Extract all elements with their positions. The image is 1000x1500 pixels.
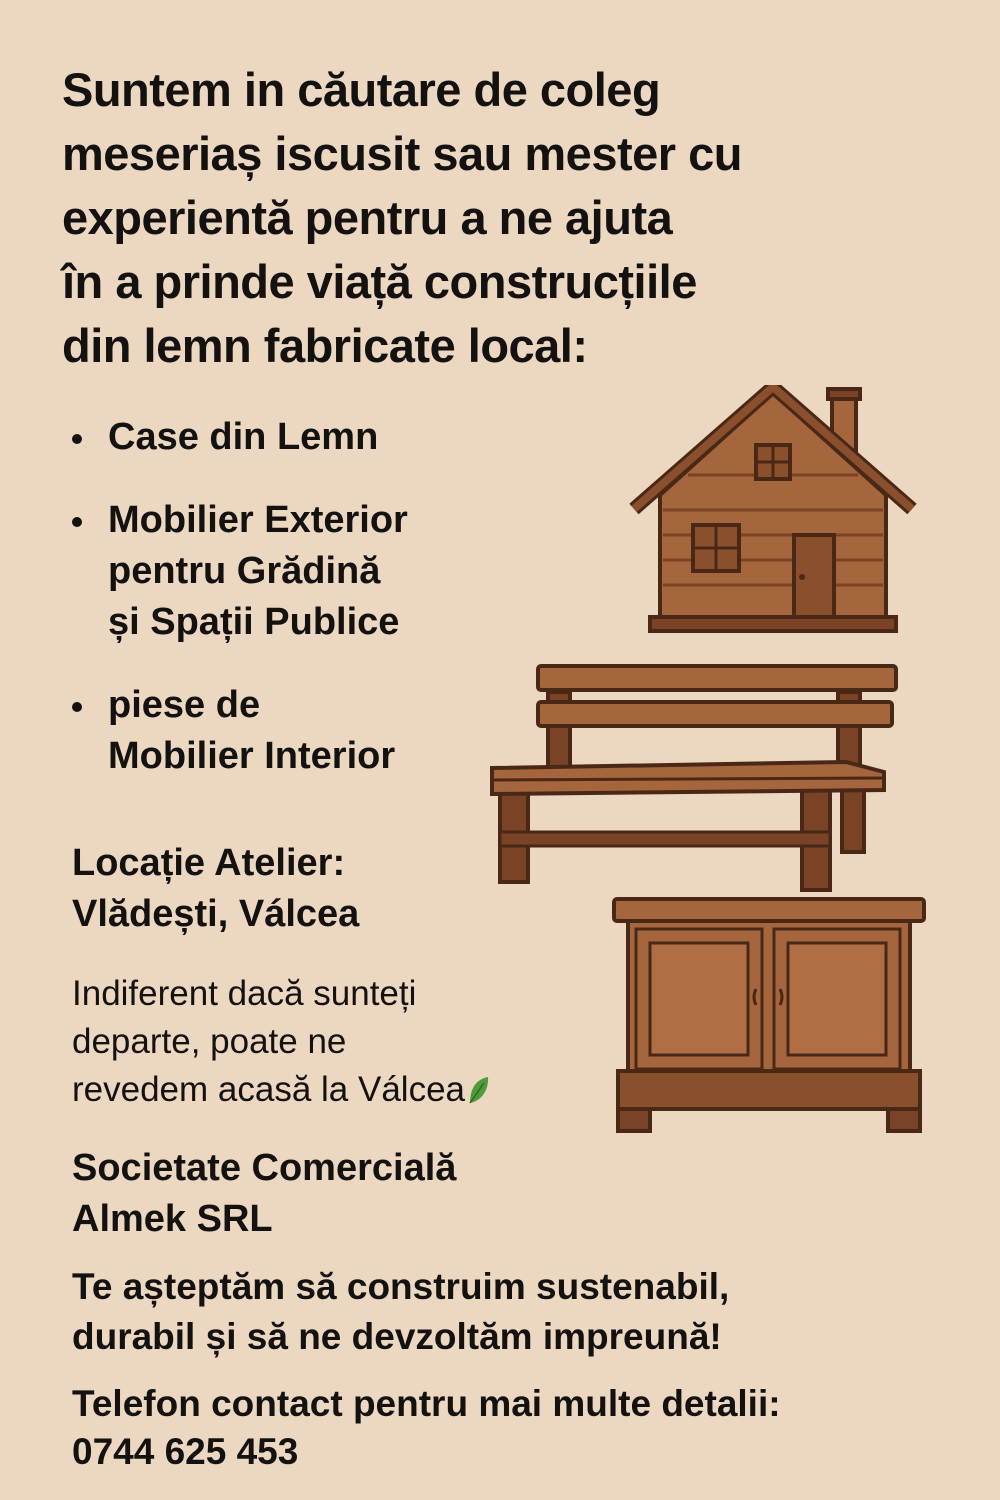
list-item-text: Mobilier Interior: [108, 735, 396, 777]
list-item-houses: [70, 412, 408, 463]
list-item-text: Mobilier Exterior: [108, 499, 408, 541]
headline: [62, 58, 742, 378]
product-list: [70, 412, 408, 814]
contact-label: Telefon contact pentru mai multe detalii:: [72, 1383, 781, 1424]
location-label: Locație Atelier:: [72, 842, 346, 884]
list-item-text: și Spații Publice: [108, 601, 400, 643]
contact: [72, 1380, 781, 1476]
note-line: departe, poate ne: [72, 1022, 347, 1061]
wooden-bench-illustration: [486, 662, 900, 894]
headline-line: Suntem in căutare de coleg: [62, 63, 661, 116]
workshop-location: [72, 838, 359, 940]
headline-line: în a prinde viață construcțiile: [62, 255, 697, 308]
list-item-interior-furniture: [70, 680, 408, 782]
wooden-house-illustration: [628, 385, 918, 637]
wooden-cabinet-illustration: [610, 893, 928, 1137]
list-item-outdoor-furniture: [70, 495, 408, 648]
phone-number[interactable]: 0744 625 453: [72, 1431, 299, 1472]
list-item-text: Case din Lemn: [108, 416, 379, 458]
company-name: [72, 1143, 456, 1245]
slogan: [72, 1262, 729, 1362]
note-text: revedem acasă la Válcea: [72, 1070, 465, 1109]
note-line: [72, 1066, 490, 1114]
company-line: Societate Comercială: [72, 1147, 457, 1189]
list-item-text: pentru Grădină: [108, 550, 381, 592]
slogan-line: Te așteptăm să construim sustenabil,: [72, 1266, 730, 1307]
headline-line: experientă pentru a ne ajuta: [62, 191, 673, 244]
headline-line: din lemn fabricate local:: [62, 319, 588, 372]
company-line: Almek SRL: [72, 1198, 273, 1240]
leaf-icon: [468, 1075, 490, 1105]
invitation-note: [72, 970, 490, 1114]
slogan-line: durabil și să ne devzoltăm impreună!: [72, 1316, 722, 1357]
note-line: Indiferent dacă sunteți: [72, 974, 417, 1013]
headline-line: meseriaș iscusit sau mester cu: [62, 127, 742, 180]
list-item-text: piese de: [108, 684, 261, 726]
location-value: Vlădești, Válcea: [72, 893, 360, 935]
